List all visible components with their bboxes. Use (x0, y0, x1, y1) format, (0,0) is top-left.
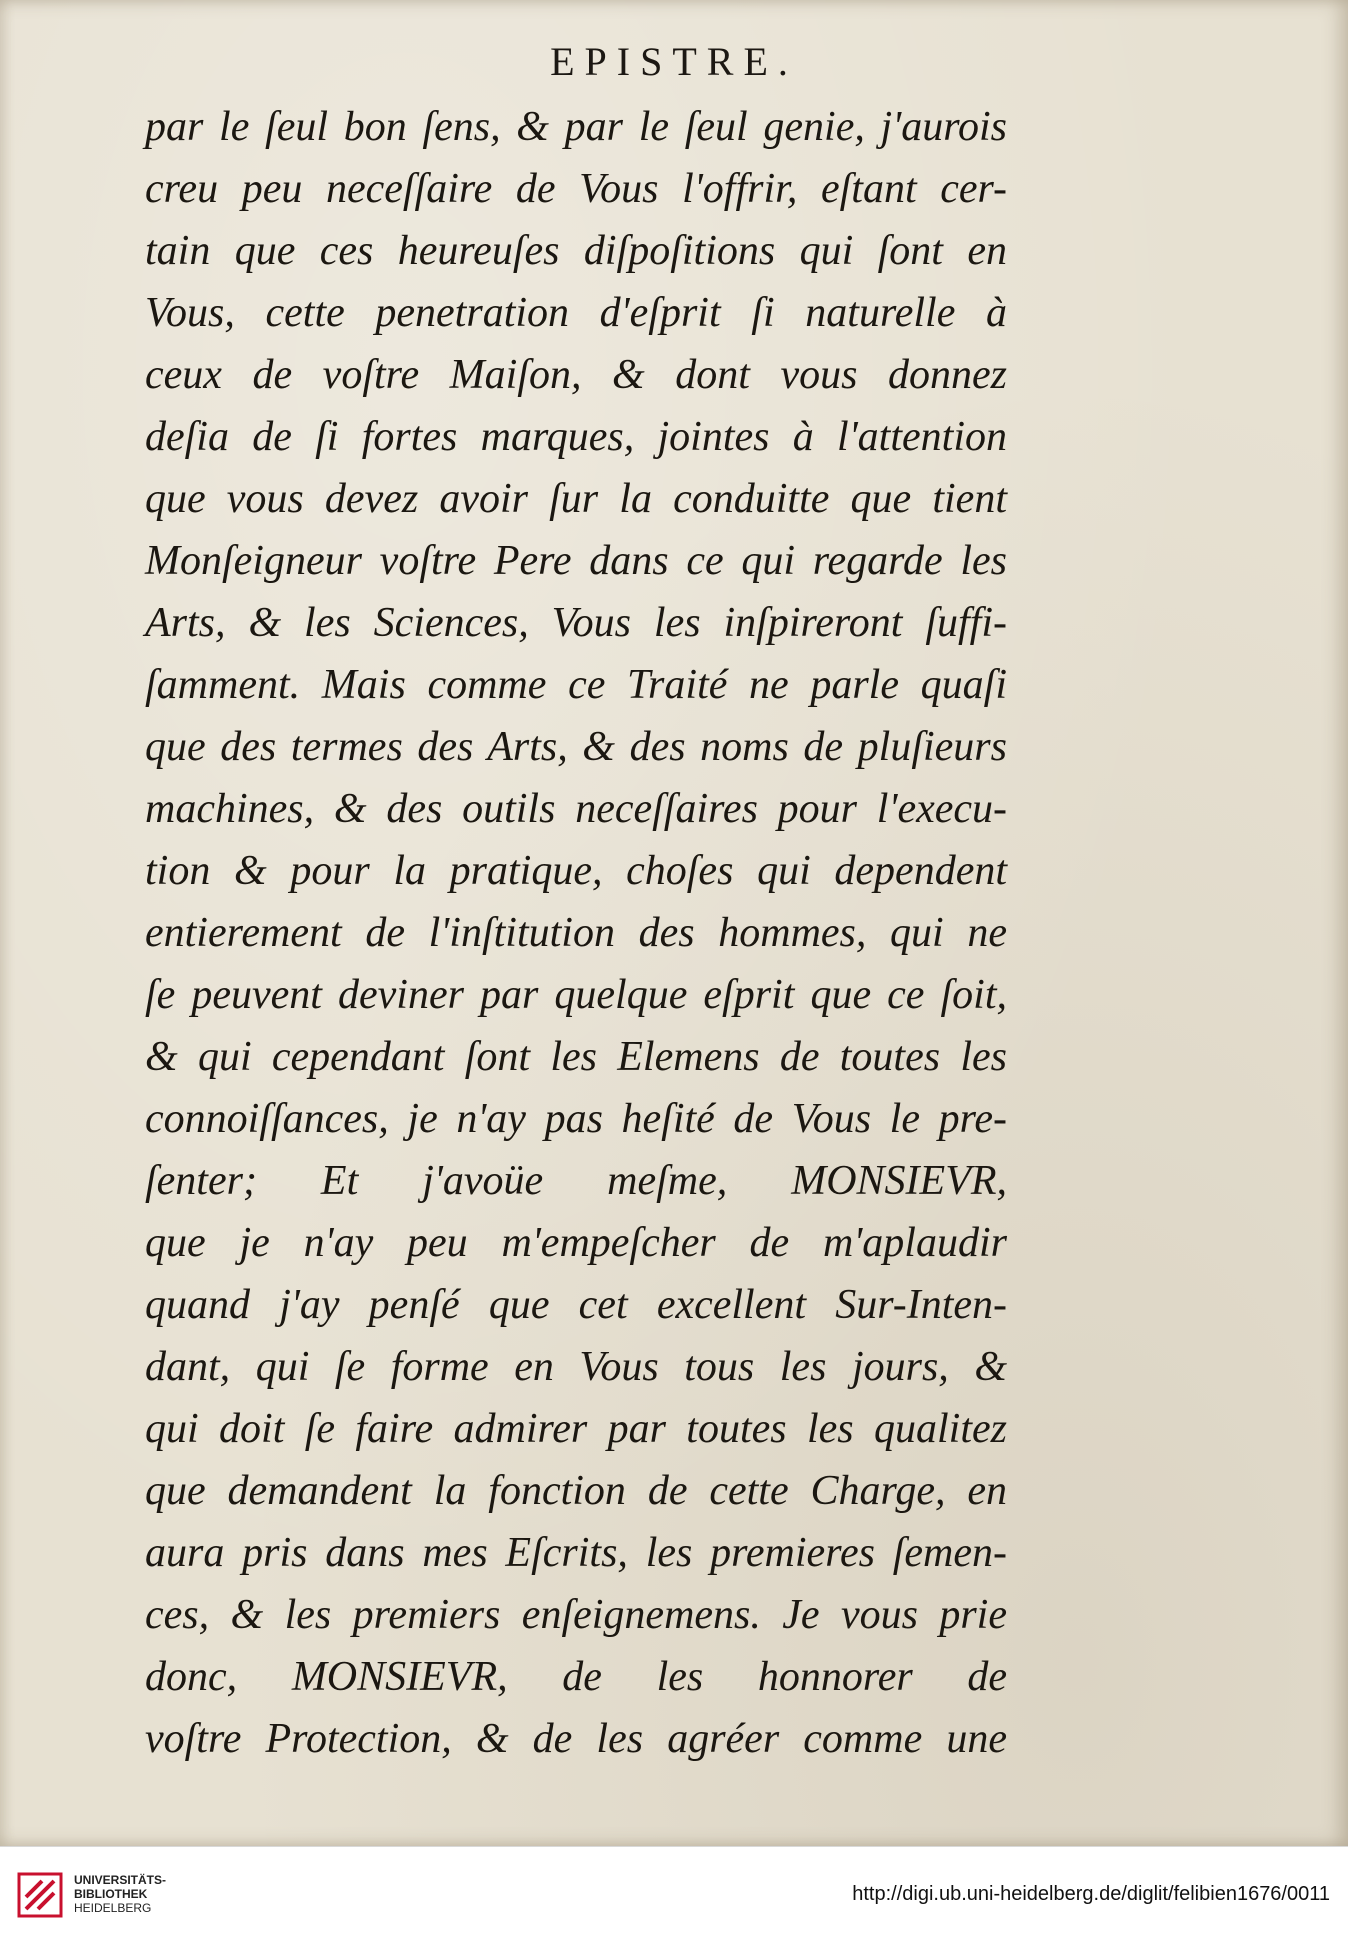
library-name-line: HEIDELBERG (74, 1901, 152, 1915)
digitization-footer (0, 1846, 1348, 1942)
library-name-line: UNIVERSITÄTS- (74, 1873, 167, 1887)
library-name-line: BIBLIOTHEK (74, 1887, 148, 1901)
running-head: EPISTRE. (550, 39, 798, 84)
text-line: que vous devez avoir ſur la conduitte que tient (145, 476, 1007, 522)
text-line: que des termes des Arts, & des noms de pluſieurs (145, 724, 1007, 770)
text-line: ſe peuvent deviner par quelque eſprit que ce ſoit, (145, 972, 1007, 1018)
source-url-link[interactable]: http://digi.ub.uni-heidelberg.de/diglit/felibien1676/0011 (852, 1883, 1330, 1905)
text-line: & qui cependant ſont les Elemens de toutes les (145, 1034, 1007, 1080)
text-line: Arts, & les Sciences, Vous les inſpireront ſuffi- (145, 600, 1007, 646)
text-line: Vous, cette penetration d'eſprit ſi naturelle à (145, 290, 1007, 336)
text-line: qui doit ſe faire admirer par toutes les qualitez (145, 1406, 1007, 1452)
text-line: creu peu neceſſaire de Vous l'offrir, eſtant cer- (145, 166, 1007, 212)
text-line: ces, & les premiers enſeignemens. Je vous prie (145, 1592, 1007, 1638)
text-line: entierement de l'inſtitution des hommes, qui ne (145, 910, 1007, 956)
text-line: quand j'ay penſé que cet excellent Sur-Inten- (145, 1282, 1007, 1328)
text-line: que je n'ay peu m'empeſcher de m'aplaudir (145, 1220, 1007, 1266)
text-line: Monſeigneur voſtre Pere dans ce qui regarde les (145, 538, 1007, 584)
text-line: deſia de ſi fortes marques, jointes à l'attention (145, 414, 1007, 460)
text-line: machines, & des outils neceſſaires pour l'execu- (145, 786, 1007, 832)
text-line: donc, MONSIEVR, de les honnorer de (145, 1654, 1007, 1700)
text-line: tain que ces heureuſes diſpoſitions qui ſont en (145, 228, 1007, 274)
text-line: ſamment. Mais comme ce Traité ne parle quaſi (145, 662, 1007, 708)
text-line: que demandent la fonction de cette Charge, en (145, 1468, 1007, 1514)
text-line: ceux de voſtre Maiſon, & dont vous donnez (145, 352, 1007, 398)
library-name (74, 1873, 166, 1915)
text-line: aura pris dans mes Eſcrits, les premieres ſemen- (145, 1530, 1007, 1576)
text-line: tion & pour la pratique, choſes qui dependent (145, 848, 1007, 894)
text-line: dant, qui ſe forme en Vous tous les jours, & (145, 1344, 1007, 1390)
text-line: voſtre Protection, & de les agréer comme une (145, 1716, 1007, 1762)
body-text (145, 96, 1007, 1770)
university-library-heidelberg-logo-icon[interactable] (16, 1871, 64, 1919)
text-line: par le ſeul bon ſens, & par le ſeul genie, j'aurois (145, 104, 1007, 150)
text-line: ſenter; Et j'avoüe meſme, MONSIEVR, (145, 1158, 1007, 1204)
text-line: connoiſſances, je n'ay pas heſité de Vous le pre- (145, 1096, 1007, 1142)
